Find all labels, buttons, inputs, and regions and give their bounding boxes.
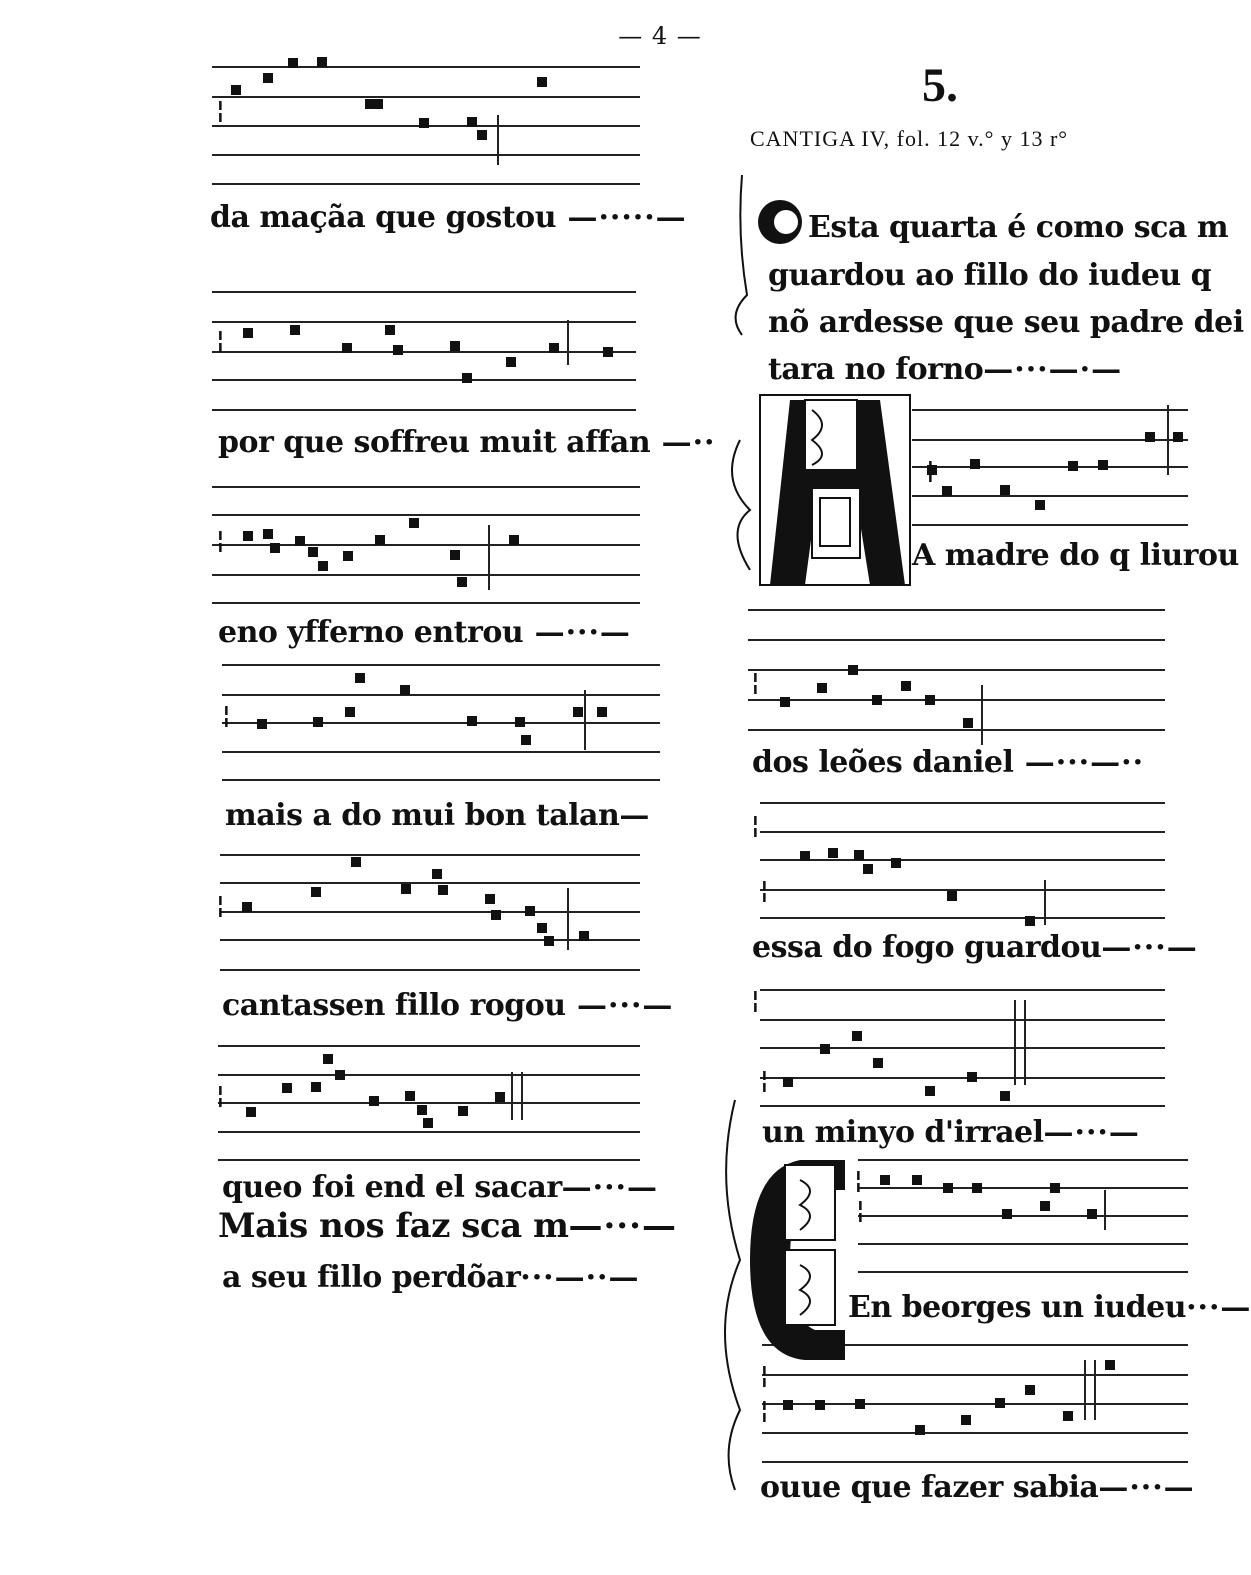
neume-note — [311, 887, 321, 897]
left-lyric-8: a seu fillo perdõar···—··— — [222, 1260, 640, 1295]
clef-symbol: ¦ — [751, 667, 760, 696]
neume-note — [257, 719, 267, 729]
neume-note — [603, 347, 613, 357]
neume-note — [401, 884, 411, 894]
neume-note — [246, 1107, 256, 1117]
neume-note — [1098, 460, 1108, 470]
neume-note — [263, 529, 273, 539]
neume-note — [800, 851, 810, 861]
neume-note — [458, 1106, 468, 1116]
neume-note — [579, 931, 589, 941]
neume-note — [780, 697, 790, 707]
right-lyric-2: dos leões daniel —···—·· — [752, 745, 1145, 780]
neume-note — [423, 1118, 433, 1128]
neume-note — [393, 345, 403, 355]
neume-note — [873, 1058, 883, 1068]
neume-note — [467, 716, 477, 726]
neume-note — [597, 707, 607, 717]
neume-note — [509, 535, 519, 545]
neume-note — [243, 531, 253, 541]
left-lyric-2: por que soffreu muit affan —·· — [218, 425, 716, 460]
rubric-line-2: guardou ao fillo do iudeu q — [768, 258, 1212, 293]
neume-note — [290, 325, 300, 335]
page-number: — 4 — — [618, 22, 702, 50]
neume-note — [369, 1096, 379, 1106]
neume-note — [515, 717, 525, 727]
neume-note — [263, 73, 273, 83]
neume-note — [282, 1083, 292, 1093]
neume-note — [854, 850, 864, 860]
neume-note — [506, 357, 516, 367]
right-lyric-1: A madre do q liurou — [912, 538, 1239, 573]
neume-note — [828, 848, 838, 858]
neume-note — [1025, 1385, 1035, 1395]
neume-note — [462, 373, 472, 383]
neume-note — [400, 685, 410, 695]
clef-symbol: ¦ — [854, 1165, 863, 1194]
rubric-line-1: Esta quarta é como sca m — [808, 210, 1229, 245]
neume-note — [1035, 500, 1045, 510]
neume-note — [355, 673, 365, 683]
left-lyric-7: Mais nos faz sca m—···— — [218, 1206, 677, 1246]
neume-note — [295, 536, 305, 546]
right-lyric-3: essa do fogo guardou—···— — [752, 930, 1198, 965]
neume-note — [317, 57, 327, 67]
neume-note — [1050, 1183, 1060, 1193]
neume-note — [457, 577, 467, 587]
neume-note — [491, 910, 501, 920]
neume-note — [308, 547, 318, 557]
clef-symbol: ¦ — [751, 810, 760, 839]
neume-note — [970, 459, 980, 469]
clef-symbol: ¦ — [216, 95, 225, 124]
right-lyric-6: ouue que fazer sabia—···— — [760, 1470, 1195, 1505]
neume-note — [537, 923, 547, 933]
neume-note — [1040, 1201, 1050, 1211]
neume-note — [1173, 432, 1183, 442]
neume-note — [1145, 432, 1155, 442]
clef-symbol: ¦ — [760, 1395, 769, 1424]
neume-note — [351, 857, 361, 867]
neume-note — [1087, 1209, 1097, 1219]
neume-note — [288, 58, 298, 68]
illuminated-initial-e2 — [725, 1100, 845, 1490]
clef-symbol: ¦ — [760, 1065, 769, 1094]
neume-note — [995, 1398, 1005, 1408]
neume-note — [417, 1105, 427, 1115]
clef-symbol: ¦ — [760, 1360, 769, 1389]
neume-note — [345, 707, 355, 717]
neume-note — [925, 695, 935, 705]
neume-note — [544, 936, 554, 946]
clef-symbol: ¦ — [856, 1195, 865, 1224]
neume-note — [243, 328, 253, 338]
right-lyric-4: un minyo d'irrael—···— — [762, 1115, 1140, 1150]
neume-note — [863, 864, 873, 874]
cantiga-number: 5. — [922, 59, 958, 112]
neume-note — [1063, 1411, 1073, 1421]
clef-symbol: ¦ — [216, 1080, 225, 1109]
neume-note — [477, 130, 487, 140]
neume-note — [815, 1400, 825, 1410]
neume-note — [1025, 916, 1035, 926]
neume-note — [963, 718, 973, 728]
neume-note — [901, 681, 911, 691]
neume-note — [961, 1415, 971, 1425]
neume-note — [880, 1175, 890, 1185]
neume-note — [231, 85, 241, 95]
neume-note — [375, 535, 385, 545]
neume-note — [943, 1183, 953, 1193]
clef-symbol: ¦ — [216, 525, 225, 554]
neume-note — [1000, 485, 1010, 495]
neume-note — [848, 665, 858, 675]
neume-note — [485, 894, 495, 904]
neume-note — [573, 707, 583, 717]
neume-note — [432, 869, 442, 879]
neume-note — [242, 902, 252, 912]
neume-note — [855, 1399, 865, 1409]
neume-note — [450, 550, 460, 560]
neume-note — [817, 683, 827, 693]
neume-note — [1002, 1209, 1012, 1219]
neume-note — [549, 343, 559, 353]
neume-note — [409, 518, 419, 528]
neume-note — [495, 1092, 505, 1102]
neume-note — [311, 1082, 321, 1092]
neume-note — [343, 551, 353, 561]
neume-note — [912, 1175, 922, 1185]
clef-symbol: ¦ — [222, 700, 231, 729]
neume-note — [525, 906, 535, 916]
neume-note — [335, 1070, 345, 1080]
clef-symbol: ¦ — [216, 890, 225, 919]
neume-note — [947, 891, 957, 901]
neume-note — [313, 717, 323, 727]
neume-note — [467, 117, 477, 127]
clef-symbol: ¦ — [760, 875, 769, 904]
right-lyric-5: En beorges un iudeu···— — [848, 1290, 1251, 1325]
neume-note — [1105, 1360, 1115, 1370]
neume-note — [405, 1091, 415, 1101]
clef-symbol: ¦ — [751, 985, 760, 1014]
neume-note — [450, 341, 460, 351]
neume-note — [373, 99, 383, 109]
neume-note — [323, 1054, 333, 1064]
neume-note — [852, 1031, 862, 1041]
left-lyric-3: eno yfferno entrou —···— — [218, 615, 631, 650]
neume-note — [891, 858, 901, 868]
neume-note — [537, 77, 547, 87]
neume-note — [783, 1400, 793, 1410]
neume-note — [820, 1044, 830, 1054]
left-lyric-4: mais a do mui bon talan— — [225, 798, 651, 833]
left-lyric-6: queo foi end el sacar—···— — [222, 1170, 659, 1205]
neume-note — [1000, 1091, 1010, 1101]
rubric-line-4: tara no forno—···—·— — [768, 352, 1123, 387]
cantiga-heading: CANTIGA IV, fol. 12 v.° y 13 r° — [750, 126, 1069, 151]
neume-note — [385, 325, 395, 335]
left-lyric-1: da maçãa que gostou —·····— — [210, 200, 687, 235]
neume-note — [925, 1086, 935, 1096]
neume-note — [872, 695, 882, 705]
neume-note — [942, 486, 952, 496]
neume-note — [318, 561, 328, 571]
neume-note — [419, 118, 429, 128]
neume-note — [1068, 461, 1078, 471]
illuminated-initial-a — [732, 395, 910, 585]
clef-symbol: ¦ — [216, 325, 225, 354]
rubric-line-3: nõ ardesse que seu padre dei — [768, 305, 1244, 340]
neume-note — [270, 543, 280, 553]
neume-note — [967, 1072, 977, 1082]
neume-note — [915, 1425, 925, 1435]
neume-note — [972, 1183, 982, 1193]
neume-note — [521, 735, 531, 745]
left-lyric-5: cantassen fillo rogou —···— — [222, 988, 674, 1023]
neume-note — [438, 885, 448, 895]
clef-symbol: ¦ — [926, 455, 935, 484]
neume-note — [342, 343, 352, 353]
neume-note — [783, 1077, 793, 1087]
